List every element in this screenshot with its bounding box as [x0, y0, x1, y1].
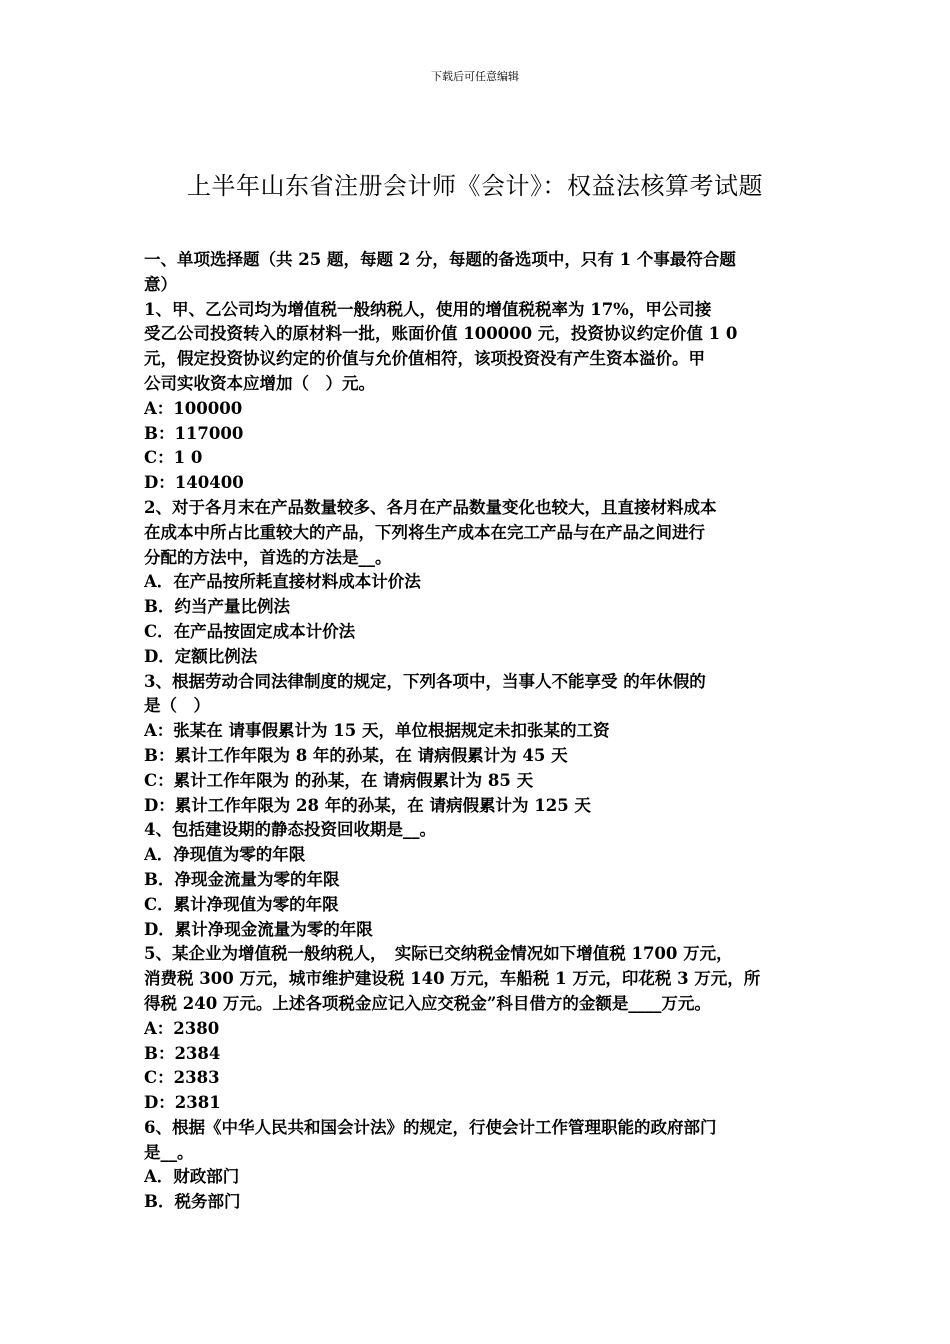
question-stem-line: 元，假定投资协议约定的价值与允价值相符，该项投资没有产生资本溢价。甲 — [144, 349, 705, 369]
option-d: D：140400 — [144, 473, 244, 493]
option-b: B．约当产量比例法 — [144, 597, 290, 617]
question-stem-line: 5、某企业为增值税一般纳税人， 实际已交纳税金情况如下增值税 1700 万元， — [144, 944, 733, 964]
document-title: 上半年山东省注册会计师《会计》：权益法核算考试题 — [187, 172, 763, 201]
question-stem-line: 6、根据《中华人民共和国会计法》的规定，行使会计工作管理职能的政府部门 — [144, 1117, 717, 1137]
question-2 — [144, 496, 810, 670]
section-heading-line: 一、单项选择题（共 25 题，每题 2 分，每题的备选项中，只有 1 个事最符合题 — [144, 250, 736, 269]
header-note: 下载后可任意编辑 — [431, 70, 519, 83]
option-b: B．税务部门 — [144, 1192, 241, 1212]
option-b: B．净现金流量为零的年限 — [144, 869, 340, 889]
option-a: A：2380 — [144, 1018, 220, 1038]
question-stem-line: 2、对于各月末在产品数量较多、各月在产品数量变化也较大，且直接材料成本 — [144, 497, 717, 517]
option-a: A．财政部门 — [144, 1167, 240, 1187]
question-stem-line: 消费税 300 万元，城市维护建设税 140 万元，车船税 1 万元，印花税 3 万元，所 — [144, 969, 761, 989]
option-a: A．在产品按所耗直接材料成本计价法 — [144, 572, 421, 592]
option-c: C．累计净现值为零的年限 — [144, 894, 339, 914]
question-stem-line: 是__。 — [144, 1142, 194, 1162]
question-stem-line: 1、甲、乙公司均为增值税一般纳税人，使用的增值税税率为 17%，甲公司接 — [144, 299, 712, 319]
question-stem-line: 得税 240 万元。上述各项税金应记入应交税金”科目借方的金额是____万元。 — [144, 993, 711, 1013]
option-b: B：累计工作年限为 8 年的孙某，在 请病假累计为 45 天 — [144, 745, 568, 765]
option-d: D：累计工作年限为 28 年的孙某，在 请病假累计为 125 天 — [144, 795, 591, 815]
option-b: B：117000 — [144, 423, 244, 443]
question-stem-line: 公司实收资本应增加（ ）元。 — [144, 373, 375, 393]
option-b: B：2384 — [144, 1043, 221, 1063]
question-stem-line: 受乙公司投资转入的原材料一批，账面价值 100000 元，投资协议约定价值 1 0 — [144, 324, 738, 344]
option-a: A：张某在 请事假累计为 15 天，单位根据规定未扣张某的工资 — [144, 721, 610, 741]
question-5 — [144, 942, 810, 1116]
question-4 — [144, 818, 810, 942]
question-3 — [144, 670, 810, 819]
question-stem-line: 是（ ） — [144, 696, 210, 716]
question-stem-line: 分配的方法中，首选的方法是__。 — [144, 547, 392, 567]
question-1 — [144, 298, 810, 496]
option-c: C．在产品按固定成本计价法 — [144, 621, 356, 641]
question-stem-line: 3、根据劳动合同法律制度的规定，下列各项中，当事人不能享受 的年休假的 — [144, 671, 706, 691]
question-stem-line: 4、包括建设期的静态投资回收期是__。 — [144, 820, 436, 840]
option-c: C：累计工作年限为 的孙某，在 请病假累计为 85 天 — [144, 770, 534, 790]
option-d: D．定额比例法 — [144, 646, 258, 666]
option-c: C：2383 — [144, 1068, 220, 1088]
option-a: A：100000 — [144, 398, 243, 418]
question-6 — [144, 1116, 810, 1215]
option-d: D：2381 — [144, 1093, 221, 1113]
question-stem-line: 在成本中所占比重较大的产品，下列将生产成本在完工产品与在产品之间进行 — [144, 522, 705, 542]
option-c: C：1 0 — [144, 448, 203, 468]
document-body — [144, 248, 810, 1215]
option-d: D．累计净现金流量为零的年限 — [144, 919, 373, 939]
option-a: A．净现值为零的年限 — [144, 845, 306, 865]
section-heading-line: 意） — [144, 274, 177, 294]
